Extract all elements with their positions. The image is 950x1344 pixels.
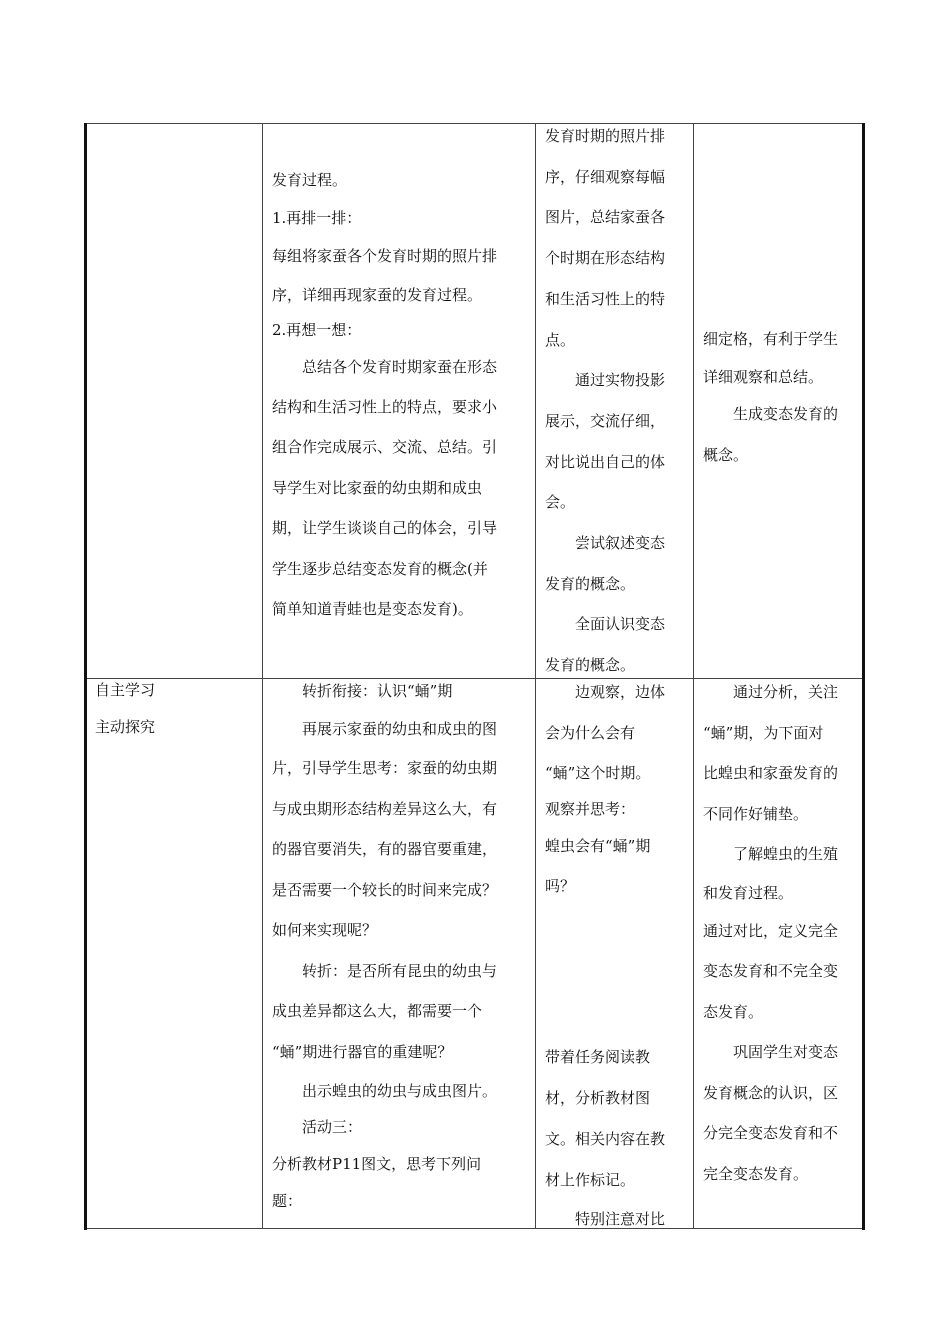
paragraph-line: 发育的概念。 — [545, 574, 636, 593]
paragraph-line: “蛹”期，为下面对 — [703, 723, 824, 742]
row1-design-intent-cell — [703, 318, 861, 476]
row2-student-reading-cell — [545, 1037, 690, 1237]
row2-design-intent-cell — [703, 672, 861, 1194]
paragraph-line: 通过分析，关注 — [733, 683, 839, 701]
paragraph-line: 材，分析教材图 — [545, 1089, 651, 1107]
paragraph-line: 和生活习性上的特 — [545, 289, 666, 308]
paragraph-line: 通过实物投影 — [575, 371, 666, 390]
paragraph-line: 组合作完成展示、交流、总结。引 — [272, 438, 498, 456]
paragraph-line: 活动三： — [302, 1118, 363, 1136]
paragraph-line: 图片，总结家蚕各 — [545, 208, 666, 227]
paragraph-line: 全面认识变态 — [575, 615, 666, 634]
paragraph-line: 文。相关内容在教 — [545, 1130, 666, 1148]
paragraph-line: 简单知道青蛙也是变态发育)。 — [272, 600, 473, 618]
paragraph-line: 巩固学生对变态 — [733, 1043, 839, 1061]
paragraph-line: 2.再想一想： — [272, 320, 362, 339]
paragraph-line: 出示蝗虫的幼虫与成虫图片。 — [302, 1082, 498, 1100]
table-top-border — [86, 123, 864, 124]
paragraph-line: 1.再排一排： — [272, 209, 362, 227]
paragraph-line: 导学生对比家蚕的幼虫期和成虫 — [272, 478, 483, 497]
paragraph-line: 带着任务阅读教 — [545, 1048, 651, 1066]
paragraph-line: 通过对比，定义完全 — [703, 921, 839, 940]
paragraph-line: 分完全变态发育和不 — [703, 1124, 839, 1142]
paragraph-line: 片，引导学生思考：家蚕的幼虫期 — [272, 759, 498, 777]
paragraph-line: 和发育过程。 — [703, 883, 794, 902]
row1-teacher-activity-cell — [272, 160, 530, 630]
paragraph-line: 发育过程。 — [272, 171, 348, 189]
paragraph-line: 总结各个发育时期家蚕在形态 — [302, 357, 498, 376]
row1-student-activity-cell — [545, 116, 690, 686]
paragraph-line: 变态发育和不完全变 — [703, 962, 839, 980]
paragraph-line: 发育的概念。 — [545, 656, 636, 675]
paragraph-line: 概念。 — [703, 446, 749, 464]
paragraph-line: 观察并思考： — [545, 799, 636, 818]
paragraph-line: 细定格，有利于学生 — [703, 330, 839, 348]
paragraph-line: 展示，交流仔细， — [545, 411, 666, 430]
paragraph-line: 学生逐步总结变态发育的概念(并 — [272, 559, 488, 578]
paragraph-line: 边观察，边体 — [575, 683, 666, 701]
paragraph-line: 与成虫期形态结构差异这么大，有 — [272, 799, 498, 818]
paragraph-line: 序，仔细观察每幅 — [545, 167, 666, 186]
table-left-border — [84, 123, 87, 1230]
paragraph-line: 再展示家蚕的幼虫和成虫的图 — [302, 720, 498, 738]
paragraph-line: 蝗虫会有“蛹”期 — [545, 836, 651, 855]
paragraph-line: 分析教材P11图文，思考下列问 — [272, 1155, 482, 1173]
row2-teacher-activity-cell — [272, 672, 530, 1218]
paragraph-line: 材上作标记。 — [545, 1171, 636, 1189]
paragraph-line: 详细观察和总结。 — [703, 368, 824, 386]
paragraph-line: 期，让学生谈谈自己的体会，引导 — [272, 519, 498, 537]
paragraph-line: 每组将家蚕各个发育时期的照片排 — [272, 247, 498, 265]
paragraph-line: 态发育。 — [703, 1002, 764, 1021]
paragraph-line: 个时期在形态结构 — [545, 249, 666, 268]
paragraph-line: 特别注意对比 — [575, 1210, 666, 1228]
paragraph-line: 转折：是否所有昆虫的幼虫与 — [302, 961, 498, 980]
paragraph-line: 如何来实现呢？ — [272, 921, 378, 939]
column-divider-1 — [262, 123, 263, 1229]
column-divider-3 — [693, 123, 694, 1229]
paragraph-line: 比蝗虫和家蚕发育的 — [703, 764, 839, 782]
paragraph-line: 点。 — [545, 330, 576, 349]
column-divider-2 — [535, 123, 536, 1229]
paragraph-line: 发育时期的照片排 — [545, 127, 666, 145]
paragraph-line: 成虫差异都这么大，都需要一个 — [272, 1002, 483, 1020]
paragraph-line: 生成变态发育的 — [733, 405, 839, 423]
paragraph-line: 了解蝗虫的生殖 — [733, 845, 839, 863]
paragraph-line: 题： — [272, 1192, 303, 1210]
table-right-border — [862, 123, 865, 1230]
paragraph-line: 对比说出自己的体 — [545, 452, 666, 471]
paragraph-line: “蛹”这个时期。 — [545, 764, 651, 782]
paragraph-line: 的器官要消失，有的器官要重建， — [272, 840, 498, 858]
paragraph-line: “蛹”期进行器官的重建呢？ — [272, 1042, 453, 1061]
paragraph-line: 会为什么会有 — [545, 723, 636, 742]
paragraph-line: 序，详细再现家蚕的发育过程。 — [272, 285, 483, 304]
phase-label: 自主学习 — [95, 681, 156, 699]
paragraph-line: 结构和生活习性上的特点，要求小 — [272, 397, 498, 416]
paragraph-line: 发育概念的认识，区 — [703, 1083, 839, 1102]
table-bottom-border — [86, 1228, 864, 1229]
phase-label: 主动探究 — [95, 718, 156, 736]
row2-student-activity-cell — [545, 672, 690, 904]
paragraph-line: 是否需要一个较长的时间来完成？ — [272, 880, 498, 899]
paragraph-line: 吗？ — [545, 876, 576, 895]
paragraph-line: 会。 — [545, 493, 576, 512]
row2-phase-cell — [95, 672, 255, 746]
paragraph-line: 完全变态发育。 — [703, 1164, 809, 1183]
paragraph-line: 转折衔接：认识“蛹”期 — [302, 682, 453, 700]
paragraph-line: 尝试叙述变态 — [575, 534, 666, 553]
paragraph-line: 不同作好铺垫。 — [703, 804, 809, 823]
